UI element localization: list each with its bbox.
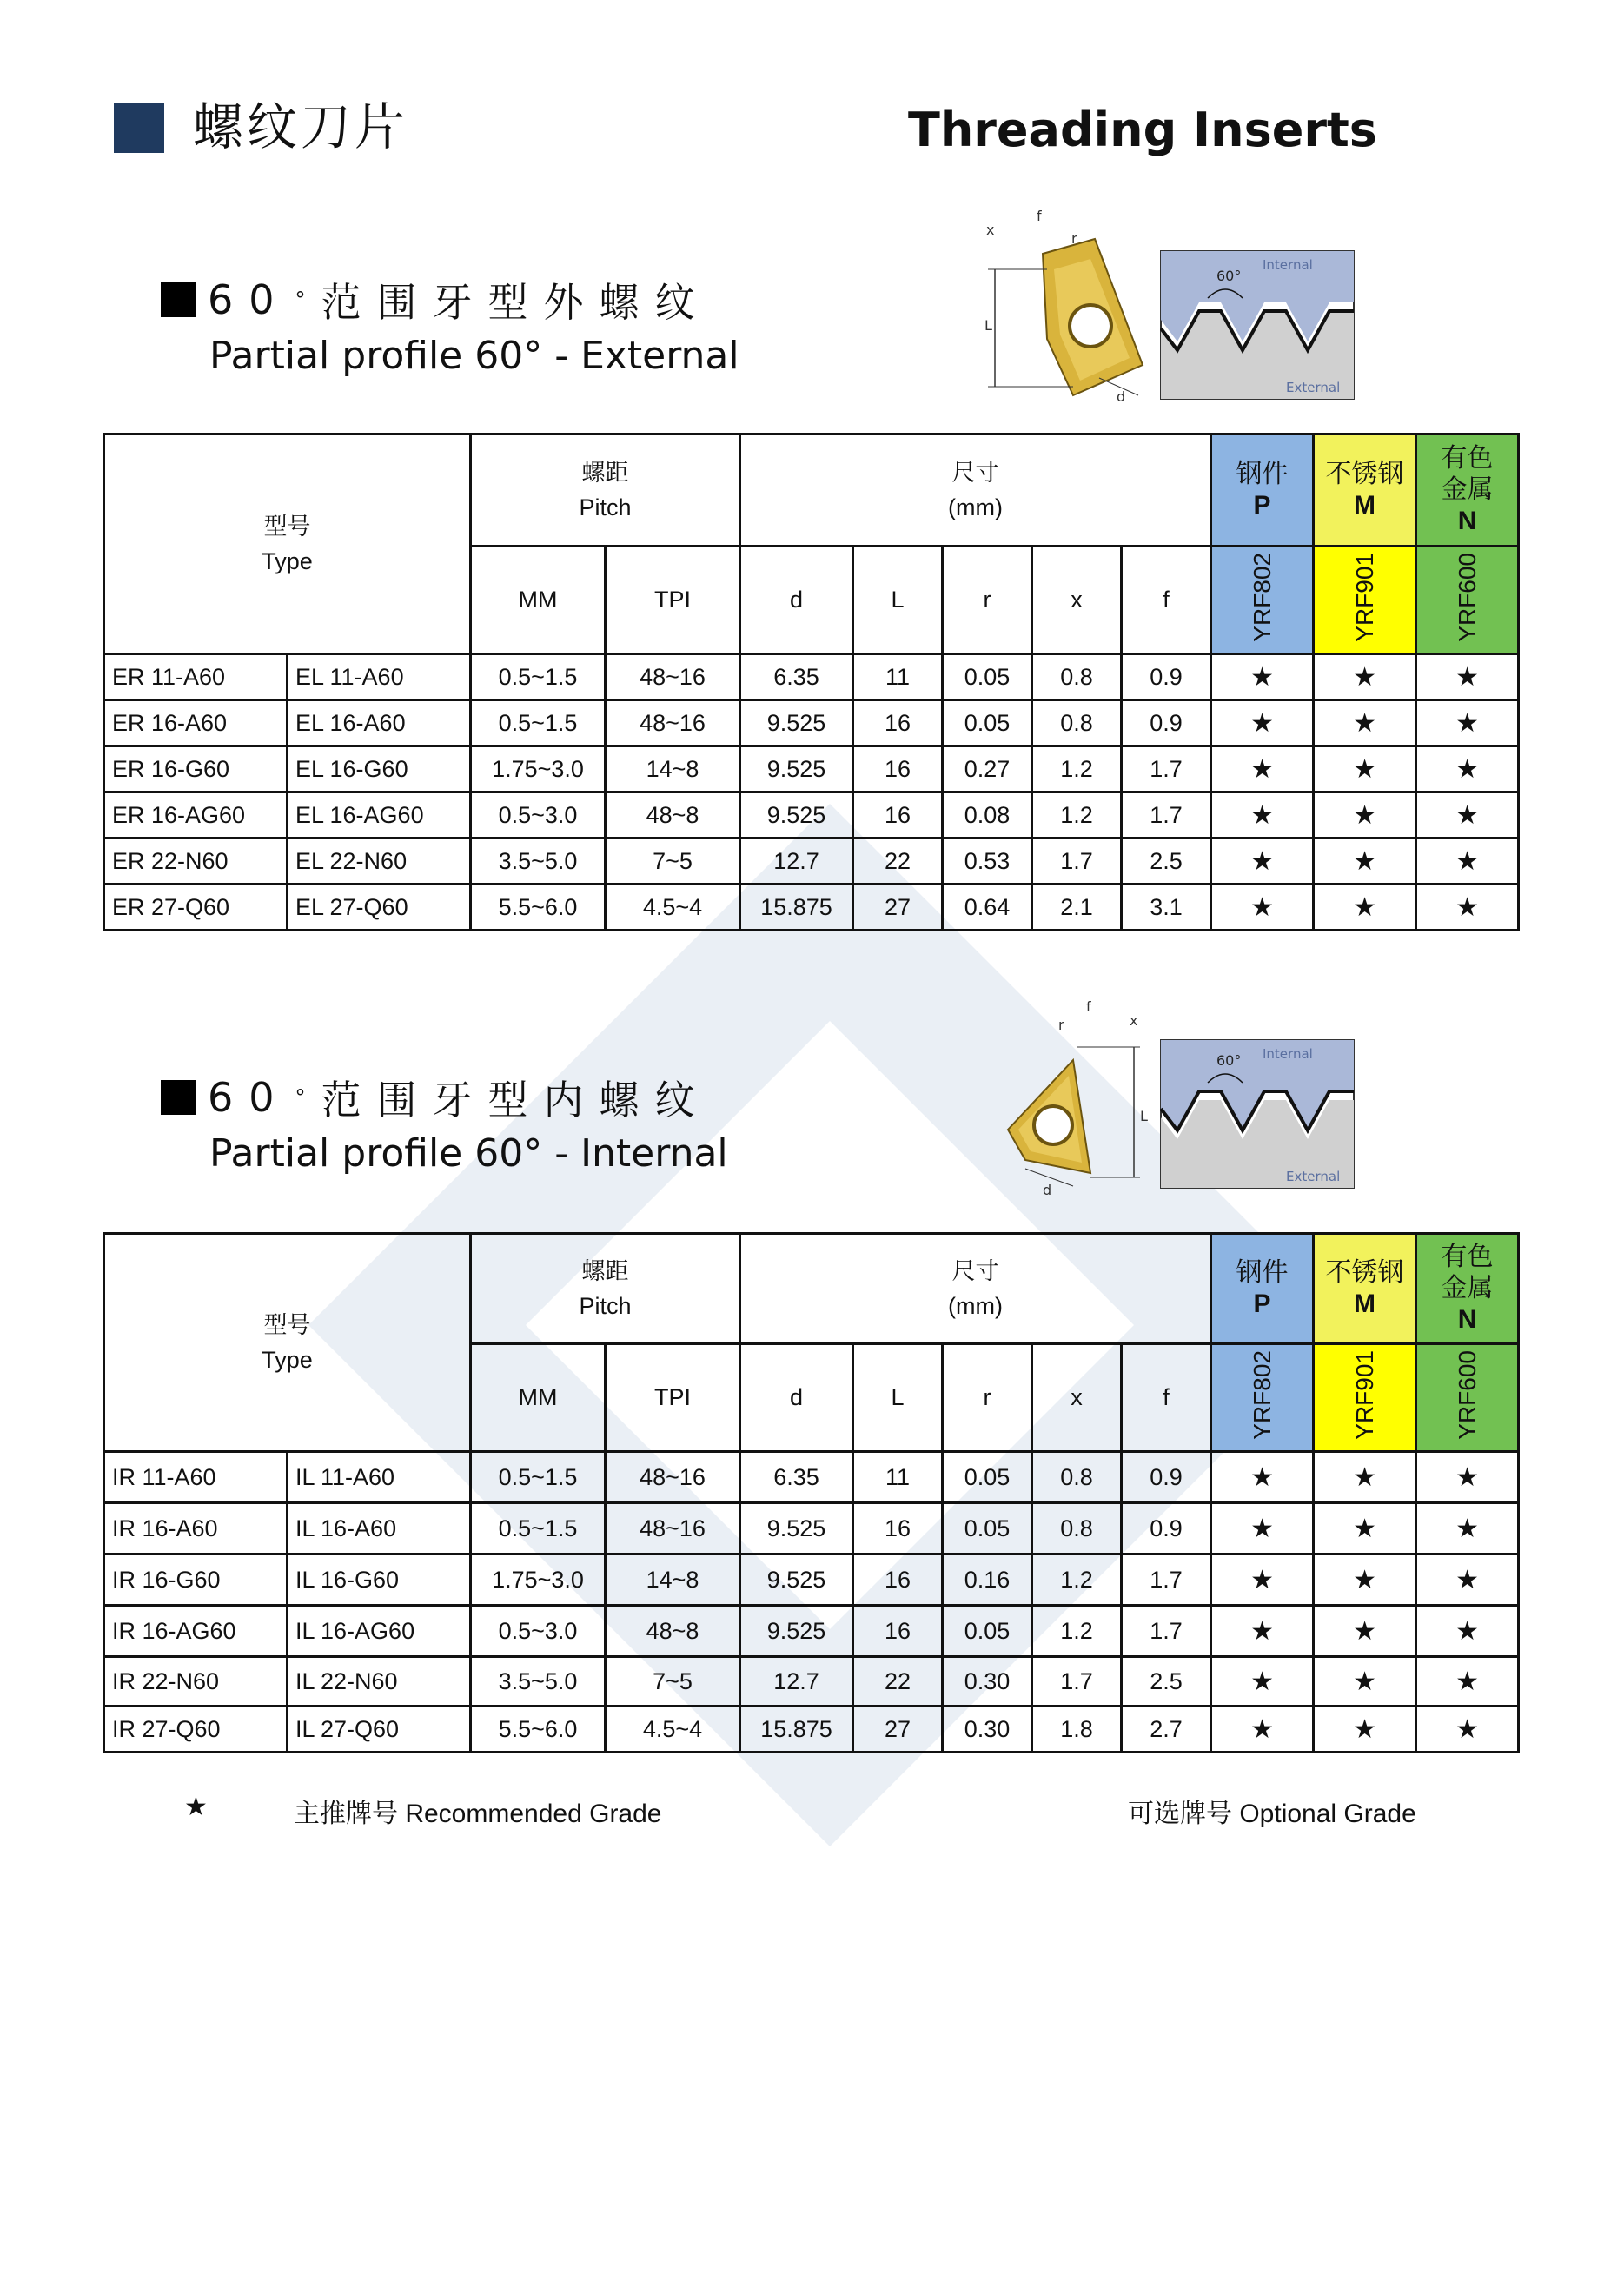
value-cell: 48~16 [606, 1503, 740, 1554]
value-cell: 0.8 [1032, 654, 1122, 700]
type-cell: ER 22-N60 [104, 839, 288, 885]
value-cell: 3.5~5.0 [471, 839, 606, 885]
grade-code-N: YRF600 [1416, 1344, 1519, 1452]
legend-recommended: 主推牌号 Recommended Grade [294, 1800, 662, 1828]
value-cell: 3.5~5.0 [471, 1657, 606, 1707]
star-icon: ★ [1314, 839, 1416, 885]
star-icon: ★ [1416, 792, 1519, 839]
col-mm: MM [471, 547, 606, 654]
col-f: f [1122, 547, 1211, 654]
value-cell: 0.05 [943, 654, 1032, 700]
value-cell: 1.7 [1122, 1606, 1211, 1657]
value-cell: 0.05 [943, 1503, 1032, 1554]
value-cell: 16 [853, 792, 943, 839]
value-cell: 0.05 [943, 700, 1032, 746]
type-cell: EL 16-AG60 [288, 792, 471, 839]
value-cell: 2.7 [1122, 1707, 1211, 1753]
star-icon: ★ [1314, 1452, 1416, 1503]
table-row [104, 792, 1519, 839]
value-cell: 1.7 [1032, 839, 1122, 885]
star-icon: ★ [1416, 1606, 1519, 1657]
value-cell: 7~5 [606, 839, 740, 885]
diagram-label-x: x [986, 222, 995, 238]
diagram-label-d: d [1117, 388, 1126, 401]
star-icon: ★ [1314, 700, 1416, 746]
col-d: d [740, 547, 853, 654]
type-cell: IR 16-G60 [104, 1554, 288, 1606]
grade-head-M: 不锈钢 M [1314, 1234, 1416, 1344]
star-icon: ★ [1211, 1606, 1314, 1657]
col-x: x [1032, 547, 1122, 654]
value-cell: 1.7 [1122, 746, 1211, 792]
value-cell: 9.525 [740, 1554, 853, 1606]
star-icon: ★ [1314, 746, 1416, 792]
value-cell: 2.5 [1122, 1657, 1211, 1707]
pitch-header: 螺距 Pitch [471, 434, 740, 547]
diagram-label-r: r [1058, 1017, 1064, 1033]
value-cell: 1.75~3.0 [471, 1554, 606, 1606]
star-icon: ★ [1314, 792, 1416, 839]
value-cell: 9.525 [740, 700, 853, 746]
star-icon: ★ [1314, 1707, 1416, 1753]
grade-head-N: 有色金属 N [1416, 434, 1519, 547]
value-cell: 2.1 [1032, 885, 1122, 931]
table-row [104, 1707, 1519, 1753]
table-row [104, 746, 1519, 792]
star-icon: ★ [1211, 839, 1314, 885]
star-icon: ★ [1314, 1503, 1416, 1554]
diagram-label-f: f [1086, 999, 1091, 1015]
value-cell: 1.75~3.0 [471, 746, 606, 792]
table-row [104, 1554, 1519, 1606]
col-tpi: TPI [606, 1344, 740, 1452]
header-square-icon [114, 103, 164, 153]
star-icon: ★ [1211, 654, 1314, 700]
type-cell: EL 11-A60 [288, 654, 471, 700]
legend-optional: 可选牌号 Optional Grade [1128, 1800, 1416, 1828]
table-row [104, 700, 1519, 746]
type-cell: EL 16-G60 [288, 746, 471, 792]
star-icon: ★ [1211, 1707, 1314, 1753]
value-cell: 9.525 [740, 1503, 853, 1554]
value-cell: 11 [853, 654, 943, 700]
type-cell: EL 16-A60 [288, 700, 471, 746]
page-title-cn: 螺纹刀片 [193, 97, 409, 156]
type-cell: IL 16-A60 [288, 1503, 471, 1554]
value-cell: 5.5~6.0 [471, 885, 606, 931]
star-icon: ★ [1416, 1452, 1519, 1503]
star-icon: ★ [1211, 885, 1314, 931]
value-cell: 0.5~3.0 [471, 792, 606, 839]
grade-head-P: 钢件 P [1211, 1234, 1314, 1344]
diagram-external-label: External [1286, 380, 1341, 395]
star-icon: ★ [1416, 746, 1519, 792]
value-cell: 0.8 [1032, 1503, 1122, 1554]
type-cell: IL 16-AG60 [288, 1606, 471, 1657]
value-cell: 0.5~1.5 [471, 654, 606, 700]
table-row [104, 885, 1519, 931]
type-cell: ER 11-A60 [104, 654, 288, 700]
value-cell: 0.8 [1032, 1452, 1122, 1503]
value-cell: 0.30 [943, 1657, 1032, 1707]
grade-head-M: 不锈钢 M [1314, 434, 1416, 547]
value-cell: 16 [853, 1606, 943, 1657]
value-cell: 27 [853, 885, 943, 931]
value-cell: 12.7 [740, 839, 853, 885]
star-icon: ★ [1211, 792, 1314, 839]
value-cell: 1.7 [1122, 1554, 1211, 1606]
value-cell: 15.875 [740, 885, 853, 931]
value-cell: 12.7 [740, 1657, 853, 1707]
value-cell: 0.27 [943, 746, 1032, 792]
type-cell: IR 27-Q60 [104, 1707, 288, 1753]
star-icon: ★ [1416, 839, 1519, 885]
star-icon: ★ [1211, 746, 1314, 792]
value-cell: 0.9 [1122, 654, 1211, 700]
value-cell: 48~8 [606, 792, 740, 839]
section-title-prefix: 60 [208, 1074, 290, 1121]
value-cell: 0.30 [943, 1707, 1032, 1753]
value-cell: 4.5~4 [606, 885, 740, 931]
value-cell: 48~16 [606, 700, 740, 746]
star-icon: ★ [1211, 1554, 1314, 1606]
value-cell: 0.9 [1122, 700, 1211, 746]
page-title-en: Threading Inserts [908, 103, 1377, 157]
value-cell: 6.35 [740, 1452, 853, 1503]
value-cell: 0.5~1.5 [471, 700, 606, 746]
value-cell: 9.525 [740, 792, 853, 839]
table-row [104, 1503, 1519, 1554]
section-square-icon [161, 282, 196, 317]
type-header: 型号 Type [104, 1234, 471, 1452]
value-cell: 3.1 [1122, 885, 1211, 931]
value-cell: 15.875 [740, 1707, 853, 1753]
diagram-label-x: x [1130, 1012, 1138, 1029]
star-icon: ★ [1211, 1657, 1314, 1707]
section-title-prefix: 60 [208, 276, 290, 323]
value-cell: 27 [853, 1707, 943, 1753]
star-icon: ★ [1211, 700, 1314, 746]
type-cell: IL 16-G60 [288, 1554, 471, 1606]
type-cell: IL 27-Q60 [288, 1707, 471, 1753]
size-header: 尺寸 (mm) [740, 1234, 1211, 1344]
col-L: L [853, 1344, 943, 1452]
value-cell: 5.5~6.0 [471, 1707, 606, 1753]
value-cell: 16 [853, 746, 943, 792]
value-cell: 7~5 [606, 1657, 740, 1707]
table-row [104, 1452, 1519, 1503]
internal-thread-profile-diagram [1160, 1039, 1355, 1189]
type-cell: ER 16-AG60 [104, 792, 288, 839]
col-r: r [943, 547, 1032, 654]
diagram-internal-label: Internal [1263, 257, 1313, 273]
star-icon: ★ [1416, 654, 1519, 700]
value-cell: 16 [853, 1554, 943, 1606]
col-x: x [1032, 1344, 1122, 1452]
value-cell: 14~8 [606, 1554, 740, 1606]
star-icon: ★ [1416, 1503, 1519, 1554]
star-icon: ★ [1211, 1452, 1314, 1503]
diagram-label-d: d [1043, 1182, 1052, 1198]
value-cell: 0.9 [1122, 1452, 1211, 1503]
value-cell: 0.16 [943, 1554, 1032, 1606]
grade-code-P: YRF802 [1211, 1344, 1314, 1452]
type-header: 型号 Type [104, 434, 471, 654]
value-cell: 48~16 [606, 1452, 740, 1503]
table-row [104, 1657, 1519, 1707]
diagram-label-L: L [1140, 1108, 1148, 1124]
star-icon: ★ [1416, 885, 1519, 931]
section-title-en: Partial profile 60° - Internal [209, 1131, 728, 1176]
value-cell: 1.7 [1032, 1657, 1122, 1707]
diagram-label-L: L [984, 317, 992, 334]
value-cell: 0.05 [943, 1452, 1032, 1503]
external-insert-diagram [978, 209, 1151, 401]
type-cell: IR 16-A60 [104, 1503, 288, 1554]
value-cell: 16 [853, 1503, 943, 1554]
degree-symbol: ° [295, 288, 306, 312]
value-cell: 1.2 [1032, 792, 1122, 839]
type-cell: IR 16-AG60 [104, 1606, 288, 1657]
star-icon: ★ [1314, 1657, 1416, 1707]
type-cell: IL 11-A60 [288, 1452, 471, 1503]
value-cell: 48~16 [606, 654, 740, 700]
section-internal-title [161, 1067, 728, 1176]
value-cell: 0.08 [943, 792, 1032, 839]
star-icon: ★ [1211, 1503, 1314, 1554]
grade-head-P: 钢件 P [1211, 434, 1314, 547]
size-header: 尺寸 (mm) [740, 434, 1211, 547]
type-cell: ER 16-G60 [104, 746, 288, 792]
external-thread-profile-diagram [1160, 250, 1355, 400]
section-title-cn: 范围牙型外螺纹 [321, 279, 711, 326]
value-cell: 9.525 [740, 746, 853, 792]
type-cell: IL 22-N60 [288, 1657, 471, 1707]
diagram-label-f: f [1037, 209, 1042, 224]
col-L: L [853, 547, 943, 654]
type-cell: EL 22-N60 [288, 839, 471, 885]
section-external-title [161, 269, 739, 378]
value-cell: 2.5 [1122, 839, 1211, 885]
value-cell: 1.2 [1032, 1554, 1122, 1606]
value-cell: 22 [853, 1657, 943, 1707]
external-spec-table [103, 433, 1520, 931]
type-cell: IR 11-A60 [104, 1452, 288, 1503]
degree-symbol: ° [295, 1085, 306, 1110]
table-row [104, 1606, 1519, 1657]
star-icon: ★ [1416, 1657, 1519, 1707]
grade-code-M: YRF901 [1314, 547, 1416, 654]
value-cell: 16 [853, 700, 943, 746]
type-cell: ER 16-A60 [104, 700, 288, 746]
section-title-en: Partial profile 60° - External [209, 334, 739, 378]
star-icon: ★ [1314, 1606, 1416, 1657]
type-cell: EL 27-Q60 [288, 885, 471, 931]
value-cell: 0.5~1.5 [471, 1503, 606, 1554]
col-tpi: TPI [606, 547, 740, 654]
internal-insert-diagram [991, 999, 1164, 1199]
diagram-angle: 60° [1216, 268, 1242, 284]
col-d: d [740, 1344, 853, 1452]
value-cell: 6.35 [740, 654, 853, 700]
star-icon: ★ [1314, 1554, 1416, 1606]
grade-code-P: YRF802 [1211, 547, 1314, 654]
value-cell: 1.2 [1032, 1606, 1122, 1657]
pitch-header: 螺距 Pitch [471, 1234, 740, 1344]
value-cell: 48~8 [606, 1606, 740, 1657]
value-cell: 22 [853, 839, 943, 885]
value-cell: 0.9 [1122, 1503, 1211, 1554]
value-cell: 1.8 [1032, 1707, 1122, 1753]
value-cell: 1.2 [1032, 746, 1122, 792]
value-cell: 0.8 [1032, 700, 1122, 746]
diagram-angle: 60° [1216, 1052, 1242, 1069]
col-r: r [943, 1344, 1032, 1452]
legend-star-icon: ★ [184, 1793, 208, 1821]
type-cell: ER 27-Q60 [104, 885, 288, 931]
col-mm: MM [471, 1344, 606, 1452]
grade-code-M: YRF901 [1314, 1344, 1416, 1452]
value-cell: 0.5~3.0 [471, 1606, 606, 1657]
table-row [104, 654, 1519, 700]
star-icon: ★ [1314, 885, 1416, 931]
diagram-internal-label: Internal [1263, 1046, 1313, 1062]
value-cell: 0.53 [943, 839, 1032, 885]
value-cell: 0.05 [943, 1606, 1032, 1657]
value-cell: 0.64 [943, 885, 1032, 931]
table-row [104, 839, 1519, 885]
col-f: f [1122, 1344, 1211, 1452]
grade-code-N: YRF600 [1416, 547, 1519, 654]
diagram-label-r: r [1071, 230, 1077, 247]
type-cell: IR 22-N60 [104, 1657, 288, 1707]
star-icon: ★ [1416, 700, 1519, 746]
grade-head-N: 有色金属 N [1416, 1234, 1519, 1344]
star-icon: ★ [1416, 1707, 1519, 1753]
section-title-cn: 范围牙型内螺纹 [321, 1077, 711, 1124]
internal-spec-table [103, 1232, 1520, 1753]
star-icon: ★ [1314, 654, 1416, 700]
value-cell: 11 [853, 1452, 943, 1503]
section-square-icon [161, 1080, 196, 1115]
value-cell: 9.525 [740, 1606, 853, 1657]
value-cell: 0.5~1.5 [471, 1452, 606, 1503]
value-cell: 1.7 [1122, 792, 1211, 839]
value-cell: 4.5~4 [606, 1707, 740, 1753]
value-cell: 14~8 [606, 746, 740, 792]
diagram-external-label: External [1286, 1169, 1341, 1184]
star-icon: ★ [1416, 1554, 1519, 1606]
